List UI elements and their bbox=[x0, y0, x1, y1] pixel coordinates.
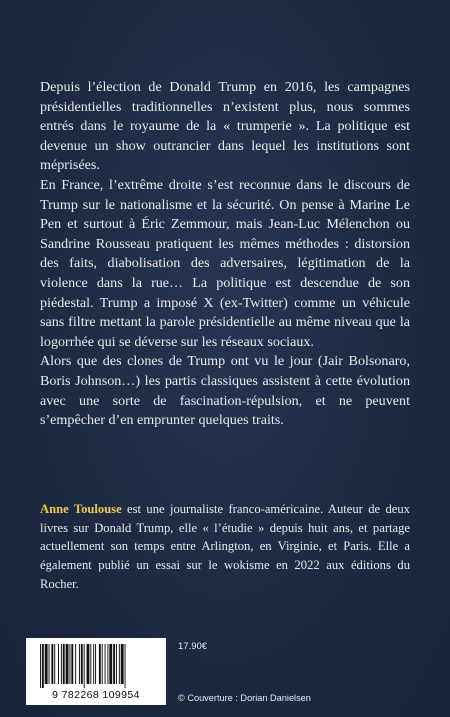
author-bio bbox=[40, 500, 410, 594]
cover-credit: © Couverture : Dorian Danielsen bbox=[178, 693, 311, 703]
blurb-paragraph-3: Alors que des clones de Trump ont vu le jour (Jair Bolsonaro, Boris Johnson…) les partis classiques assistent à cette évolution avec une sorte de fascination-répulsion, et ne peuvent s’empêcher d’en emprunter quelques traits. bbox=[40, 353, 410, 429]
author-name: Anne Toulouse bbox=[40, 502, 122, 516]
price-label: 17.90€ bbox=[178, 641, 208, 652]
author-bio-paragraph bbox=[40, 500, 410, 594]
blurb-text bbox=[40, 78, 410, 431]
barcode-icon bbox=[26, 638, 166, 690]
isbn-digits: 9 782268 109954 bbox=[52, 689, 140, 701]
author-bio-text: est une journaliste franco-américaine. Auteur de deux livres sur Donald Trump, elle « l’étudie » depuis huit ans, et partage actuellement son temps entre Arlington, en Virginie, et Paris. Elle a également publié un essai sur le wokisme en 2022 aux éditions du Rocher. bbox=[40, 502, 410, 591]
isbn-barcode bbox=[26, 638, 166, 705]
blurb-paragraph-2: En France, l’extrême droite s’est reconnue dans le discours de Trump sur le nationalisme et la sécurité. On pense à Marine Le Pen et surtout à Éric Zemmour, mais Jean-Luc Mélenchon ou Sandrine Rousseau pratiquent les mêmes méthodes : distorsion des faits, diabolisation des adversaires, légitimation de la violence dans la rue… La politique est descendue de son piédestal. Trump a imposé X (ex-Twitter) comme un véhicule sans filtre mettant la parole présidentielle au même niveau que la logorrhée qui se déverse sur les réseaux sociaux. bbox=[40, 176, 410, 350]
blurb-paragraph-1: Depuis l’élection de Donald Trump en 2016, les campagnes présidentielles traditionnelles n’existent plus, nous sommes entrés dans le royaume de la « trumperie ». La politique est devenue un show outrancier dans lequel les institutions sont méprisées. bbox=[40, 79, 410, 174]
